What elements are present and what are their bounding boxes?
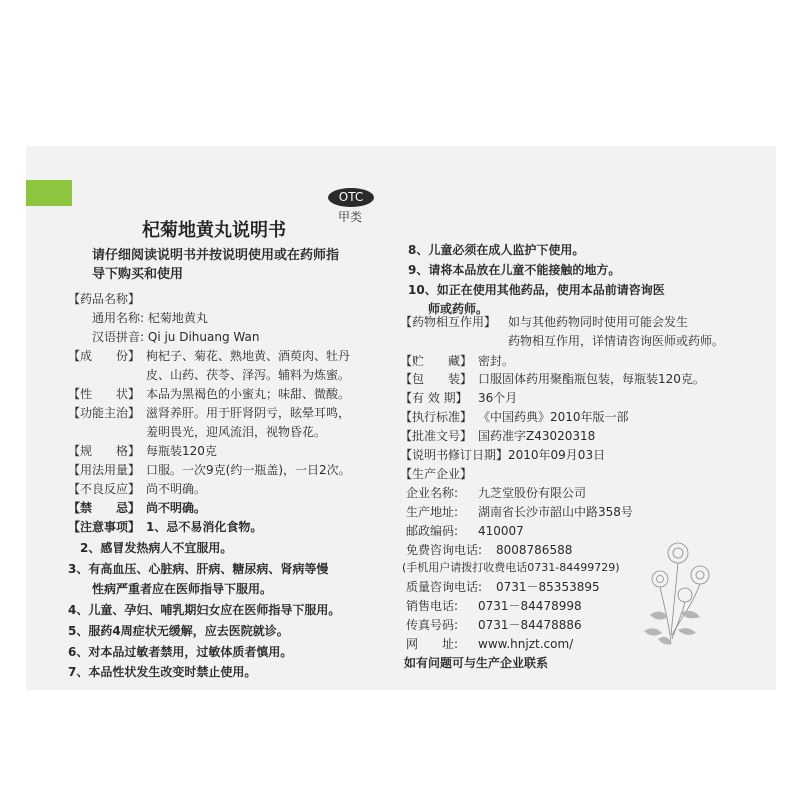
fax: 0731－84478886: [478, 618, 582, 632]
chrysanthemum-illustration: [630, 535, 720, 650]
function-line-2: 羞明畏光，迎风流泪，视物昏花。: [146, 425, 327, 439]
revision: 2010年09月03日: [508, 448, 606, 462]
fax-label: 传真号码:: [406, 618, 459, 632]
hotline: 8008786588: [496, 543, 573, 557]
company-label: 企业名称:: [406, 486, 459, 500]
package-label: 【包 装】: [400, 372, 473, 386]
package: 口服固体药用聚酯瓶包装，每瓶装120克。: [478, 372, 705, 386]
contra: 尚不明确。: [146, 501, 207, 515]
standard: 《中国药典》2010年版一部: [478, 410, 629, 424]
note-item: 6、对本品过敏者禁用，过敏体质者慎用。: [68, 645, 293, 659]
otc-category: 甲类: [338, 210, 363, 224]
standard-label: 【执行标准】: [400, 410, 473, 424]
green-corner-tab: [26, 180, 72, 206]
note-item: 1、忌不易消化食物。: [146, 520, 263, 534]
spec: 每瓶装120克: [146, 444, 217, 458]
note-item: 9、请将本品放在儿童不能接触的地方。: [408, 263, 621, 277]
sales-label: 销售电话:: [406, 599, 459, 613]
intro-line-1: 请仔细阅读说明书并按说明使用或在药师指: [92, 248, 340, 263]
quality-label: 质量咨询电话:: [406, 580, 483, 594]
usage-label: 【用法用量】: [68, 463, 141, 477]
otc-badge: OTC: [328, 188, 374, 207]
storage: 密封。: [478, 354, 515, 368]
page-title: 杞菊地黄丸说明书: [142, 220, 286, 241]
note-item: 性病严重者应在医师指导下服用。: [92, 582, 273, 596]
note-item: 5、服药4周症状无缓解，应去医院就诊。: [68, 624, 289, 638]
approval-label: 【批准文号】: [400, 429, 473, 443]
ingredients-line-1: 枸杞子、菊花、熟地黄、酒萸肉、牡丹: [146, 349, 351, 363]
validity-label: 【有 效 期】: [400, 391, 468, 405]
approval: 国药准字Z43020318: [478, 429, 596, 443]
spec-label: 【规 格】: [68, 444, 141, 458]
usage: 口服。一次9克(约一瓶盖)，一日2次。: [146, 463, 351, 477]
common-name-label: 通用名称:: [92, 311, 145, 325]
note-item: 3、有高血压、心脏病、肝病、糖尿病、肾病等慢: [68, 562, 329, 576]
mobile-note: (手机用户请拨打收费电话0731-84499729): [402, 561, 620, 574]
common-name: 杞菊地黄丸: [147, 311, 208, 325]
footer-contact: 如有问题可与生产企业联系: [404, 656, 549, 670]
website: www.hnjzt.com/: [478, 637, 574, 651]
contra-label: 【禁 忌】: [68, 501, 141, 515]
storage-label: 【贮 藏】: [400, 354, 473, 368]
pinyin: Qi ju Dihuang Wan: [147, 330, 260, 344]
adverse-label: 【不良反应】: [68, 482, 141, 496]
sales: 0731－84478998: [478, 599, 582, 613]
company: 九芝堂股份有限公司: [478, 486, 587, 500]
adverse: 尚不明确。: [146, 482, 207, 496]
note-item: 10、如正在使用其他药品，使用本品前请咨询医: [408, 283, 665, 297]
note-item: 师或药师。: [428, 302, 489, 316]
interaction-line-2: 药物相互作用，详情请咨询医师或药师。: [508, 334, 725, 348]
note-item: 4、儿童、孕妇、哺乳期妇女应在医师指导下服用。: [68, 603, 341, 617]
address: 湖南省长沙市韶山中路358号: [478, 505, 633, 519]
note-item: 2、感冒发热病人不宜服用。: [80, 541, 233, 555]
validity: 36个月: [478, 391, 518, 405]
revision-label: 【说明书修订日期】: [400, 448, 509, 462]
postcode-label: 邮政编码:: [406, 524, 459, 538]
properties-label: 【性 状】: [68, 387, 141, 401]
company-header: 【生产企业】: [400, 467, 473, 481]
hotline-label: 免费咨询电话:: [406, 543, 483, 557]
website-label: 网 址:: [406, 637, 459, 651]
pinyin-label: 汉语拼音:: [92, 330, 145, 344]
quality: 0731－85353895: [496, 580, 600, 594]
properties: 本品为黑褐色的小蜜丸；味甜、微酸。: [146, 387, 351, 401]
ingredients-label: 【成 份】: [68, 349, 141, 363]
function-label: 【功能主治】: [68, 406, 141, 420]
ingredients-line-2: 皮、山药、茯苓、泽泻。辅料为炼蜜。: [146, 368, 351, 382]
note-item: 8、儿童必须在成人监护下使用。: [408, 243, 585, 257]
drug-name-header: 【药品名称】: [68, 292, 141, 306]
note-item: 7、本品性状发生改变时禁止使用。: [68, 665, 257, 679]
interaction-line-1: 如与其他药物同时使用可能会发生: [508, 315, 689, 329]
address-label: 生产地址:: [406, 505, 459, 519]
postcode: 410007: [478, 524, 524, 538]
interaction-label: 【药物相互作用】: [400, 315, 497, 329]
notes-label: 【注意事项】: [68, 520, 141, 534]
intro-line-2: 导下购买和使用: [92, 267, 184, 282]
function-line-1: 滋肾养肝。用于肝肾阴亏，眩晕耳鸣，: [146, 406, 351, 420]
